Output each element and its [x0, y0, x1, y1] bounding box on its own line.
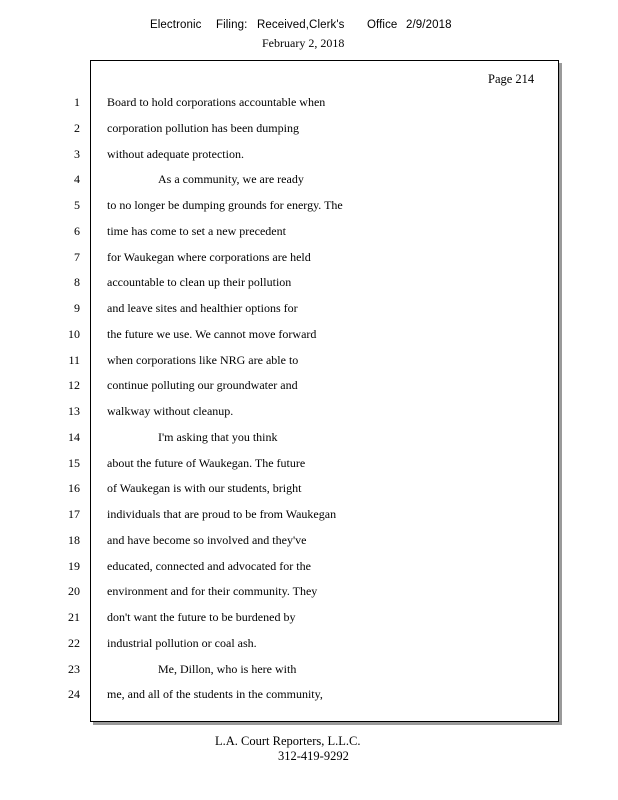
- transcript-line: [0, 559, 560, 579]
- line-text: about the future of Waukegan. The future: [107, 456, 306, 470]
- filing-stamp: [0, 19, 618, 37]
- transcript-line: [0, 301, 560, 321]
- line-number: 16: [68, 481, 80, 495]
- line-text: without adequate protection.: [107, 147, 244, 161]
- line-number: 11: [68, 353, 80, 367]
- line-number: 13: [68, 404, 80, 418]
- line-text: environment and for their community. They: [107, 584, 318, 598]
- line-text: individuals that are proud to be from Waukegan: [107, 507, 337, 521]
- line-number: 8: [74, 275, 80, 289]
- transcript-line: [0, 533, 560, 553]
- line-number: 19: [68, 559, 80, 573]
- line-number: 4: [74, 172, 80, 186]
- line-text: accountable to clean up their pollution: [107, 275, 292, 289]
- line-number: 14: [68, 430, 80, 444]
- line-number: 20: [68, 584, 80, 598]
- transcript-line: [0, 147, 560, 167]
- transcript-line: [0, 687, 560, 707]
- transcript-line: [0, 121, 560, 141]
- line-text: don't want the future to be burdened by: [107, 610, 296, 624]
- reporter-phone: 312-419-9292: [278, 749, 349, 763]
- line-text: walkway without cleanup.: [107, 404, 234, 418]
- transcript-line: [0, 584, 560, 604]
- line-number: 7: [74, 250, 80, 264]
- line-text: Me, Dillon, who is here with: [158, 662, 297, 676]
- line-text: I'm asking that you think: [158, 430, 278, 444]
- line-text: of Waukegan is with our students, bright: [107, 481, 302, 495]
- line-text: Board to hold corporations accountable when: [107, 95, 326, 109]
- line-number: 18: [68, 533, 80, 547]
- transcript-line: [0, 456, 560, 476]
- transcript-line: [0, 198, 560, 218]
- line-number: 22: [68, 636, 80, 650]
- line-number: 10: [68, 327, 80, 341]
- reporter-footer: [0, 734, 618, 774]
- transcript-line: [0, 378, 560, 398]
- line-text: time has come to set a new precedent: [107, 224, 286, 238]
- transcript-line: [0, 95, 560, 115]
- line-text: when corporations like NRG are able to: [107, 353, 299, 367]
- received-date: 2/9/2018: [406, 19, 452, 31]
- transcript-line: [0, 662, 560, 682]
- line-number: 21: [68, 610, 80, 624]
- line-text: and have become so involved and they've: [107, 533, 307, 547]
- filing-label: Electronic: [150, 19, 202, 31]
- filing-header: [0, 19, 618, 55]
- line-number: 17: [68, 507, 80, 521]
- transcript-line: [0, 481, 560, 501]
- line-text: As a community, we are ready: [158, 172, 304, 186]
- transcript-line: [0, 172, 560, 192]
- line-number: 23: [68, 662, 80, 676]
- transcript-line: [0, 224, 560, 244]
- office-label: Office: [367, 19, 398, 31]
- line-number: 1: [74, 95, 80, 109]
- reporter-company: L.A. Court Reporters, L.L.C.: [215, 734, 361, 748]
- transcript-line: [0, 404, 560, 424]
- line-text: me, and all of the students in the community,: [107, 687, 323, 701]
- transcript-line: [0, 610, 560, 630]
- line-number: 6: [74, 224, 80, 238]
- transcript-line: [0, 353, 560, 373]
- line-number: 5: [74, 198, 80, 212]
- line-text: and leave sites and healthier options for: [107, 301, 298, 315]
- line-number: 24: [68, 687, 80, 701]
- transcript-date: February 2, 2018: [262, 36, 345, 50]
- line-number: 2: [74, 121, 80, 135]
- transcript-line: [0, 430, 560, 450]
- received-label: Received,Clerk's: [257, 19, 345, 31]
- line-text: educated, connected and advocated for the: [107, 559, 311, 573]
- line-text: industrial pollution or coal ash.: [107, 636, 257, 650]
- transcript-line: [0, 636, 560, 656]
- line-text: to no longer be dumping grounds for energy. The: [107, 198, 343, 212]
- transcript-line: [0, 275, 560, 295]
- line-number: 12: [68, 378, 80, 392]
- line-text: corporation pollution has been dumping: [107, 121, 299, 135]
- page-number: Page 214: [488, 72, 535, 86]
- filing-word: Filing:: [216, 19, 248, 31]
- line-number: 3: [74, 147, 80, 161]
- line-text: for Waukegan where corporations are held: [107, 250, 311, 264]
- transcript-line: [0, 250, 560, 270]
- line-number: 9: [74, 301, 80, 315]
- transcript-line: [0, 507, 560, 527]
- line-number: 15: [68, 456, 80, 470]
- transcript-line: [0, 327, 560, 347]
- line-text: the future we use. We cannot move forward: [107, 327, 317, 341]
- line-text: continue polluting our groundwater and: [107, 378, 298, 392]
